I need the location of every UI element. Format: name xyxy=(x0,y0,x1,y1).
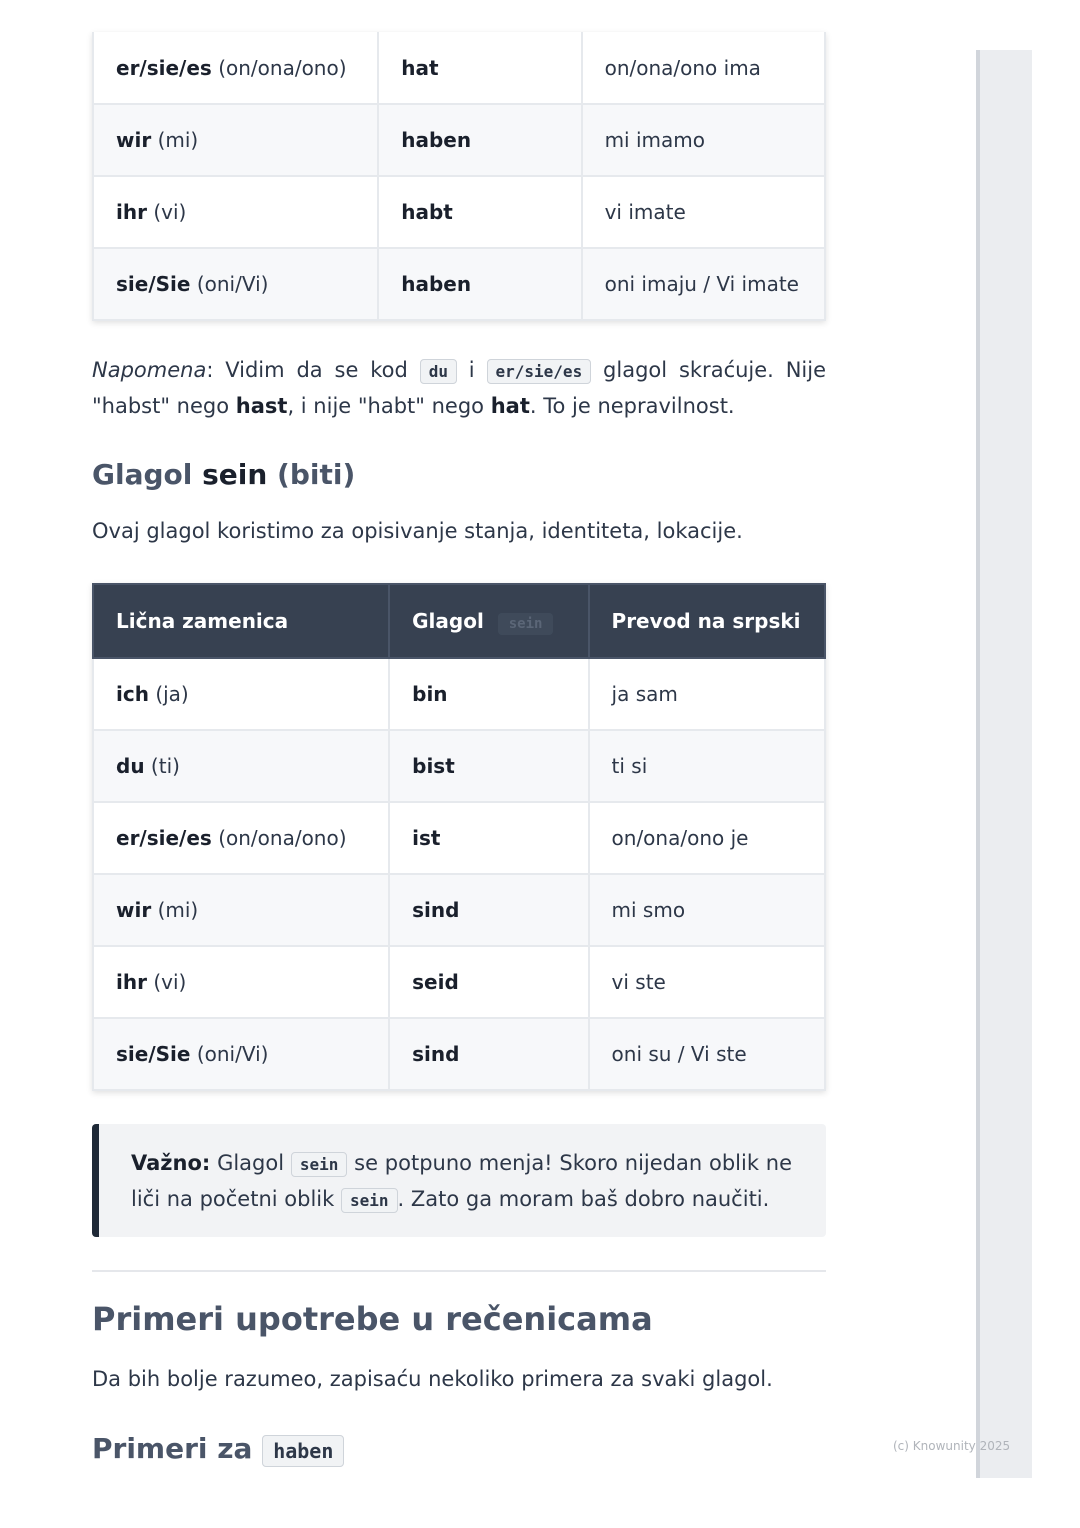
header-pronoun: Lična zamenica xyxy=(93,584,389,658)
important-callout xyxy=(92,1124,826,1237)
pronoun-cell: ihr (vi) xyxy=(93,946,389,1018)
verb-cell: sind xyxy=(389,1018,588,1090)
inline-code: sein xyxy=(291,1152,348,1177)
pronoun-cell: wir (mi) xyxy=(93,874,389,946)
inline-code: haben xyxy=(262,1435,344,1467)
verb-cell: sind xyxy=(389,874,588,946)
table-header-row xyxy=(93,584,825,658)
haben-examples-heading: Primeri za haben xyxy=(92,1432,344,1465)
translation-cell: on/ona/ono ima xyxy=(582,32,825,104)
table-row xyxy=(93,946,825,1018)
verb-cell: seid xyxy=(389,946,588,1018)
table-row xyxy=(93,874,825,946)
verb-cell: habt xyxy=(378,176,581,248)
table-row xyxy=(93,176,825,248)
pronoun-cell: ich (ja) xyxy=(93,658,389,730)
translation-cell: oni imaju / Vi imate xyxy=(582,248,825,320)
table-row xyxy=(93,248,825,320)
inline-code: sein xyxy=(498,613,554,635)
header-verb: Glagol sein xyxy=(389,584,588,658)
pronoun-cell: er/sie/es (on/ona/ono) xyxy=(93,802,389,874)
sein-intro: Ovaj glagol koristimo za opisivanje stanja, identiteta, lokacije. xyxy=(92,519,743,543)
haben-conjugation-table xyxy=(92,32,826,321)
table-row xyxy=(93,658,825,730)
translation-cell: vi ste xyxy=(589,946,825,1018)
table-row xyxy=(93,802,825,874)
verb-cell: haben xyxy=(378,104,581,176)
pronoun-cell: du (ti) xyxy=(93,730,389,802)
pronoun-cell: sie/Sie (oni/Vi) xyxy=(93,248,378,320)
inline-code: du xyxy=(420,359,457,384)
verb-cell: ist xyxy=(389,802,588,874)
verb-cell: haben xyxy=(378,248,581,320)
inline-code: sein xyxy=(341,1188,398,1213)
verb-cell: hat xyxy=(378,32,581,104)
translation-cell: mi imamo xyxy=(582,104,825,176)
examples-intro: Da bih bolje razumeo, zapisaću nekoliko primera za svaki glagol. xyxy=(92,1367,773,1391)
translation-cell: oni su / Vi ste xyxy=(589,1018,825,1090)
pronoun-cell: ihr (vi) xyxy=(93,176,378,248)
pronoun-cell: sie/Sie (oni/Vi) xyxy=(93,1018,389,1090)
verb-cell: bin xyxy=(389,658,588,730)
translation-cell: vi imate xyxy=(582,176,825,248)
divider xyxy=(92,1270,826,1272)
table-row xyxy=(93,104,825,176)
sein-heading: Glagol sein (biti) xyxy=(92,458,356,491)
table-row xyxy=(93,32,825,104)
pronoun-cell: wir (mi) xyxy=(93,104,378,176)
translation-cell: ja sam xyxy=(589,658,825,730)
sein-conjugation-table xyxy=(92,583,826,1091)
pronoun-cell: er/sie/es (on/ona/ono) xyxy=(93,32,378,104)
examples-heading: Primeri upotrebe u rečenicama xyxy=(92,1300,653,1338)
translation-cell: ti si xyxy=(589,730,825,802)
note-paragraph: Napomena: Vidim da se kod du i er/sie/es glagol skraćuje. Nije "habst" nego hast, i nije "habt" nego hat. To je nepravilnost. xyxy=(92,358,827,418)
translation-cell: mi smo xyxy=(589,874,825,946)
table-row xyxy=(93,730,825,802)
table-row xyxy=(93,1018,825,1090)
inline-code: er/sie/es xyxy=(487,359,592,384)
verb-cell: bist xyxy=(389,730,588,802)
header-translation: Prevod na srpski xyxy=(589,584,825,658)
watermark: (c) Knowunity 2025 xyxy=(893,1439,1011,1453)
callout-text: Važno: Glagol sein se potpuno menja! Skoro nijedan oblik ne liči na početni oblik sein . Zato ga moram baš dobro naučiti. xyxy=(131,1151,792,1211)
translation-cell: on/ona/ono je xyxy=(589,802,825,874)
page-side-margin xyxy=(976,50,1032,1478)
